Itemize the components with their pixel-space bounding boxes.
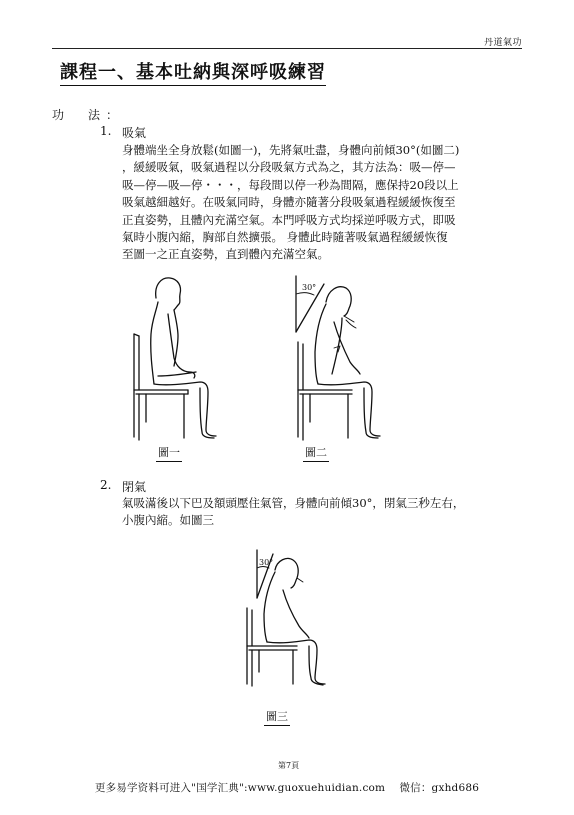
text-line: 氣吸滿後以下巴及額頭壓住氣管，身體向前傾30°，閉氣三秒左右， <box>122 496 465 510</box>
page-title: 課程一、基本吐納與深呼吸練習 <box>60 58 326 86</box>
section-1-paragraph <box>122 142 522 264</box>
section-1-number: 1. <box>100 124 112 138</box>
figure-1-illustration <box>118 272 228 442</box>
section-2-paragraph <box>122 495 522 530</box>
footer-text: 更多易学资料可进入"国学汇典":www.guoxuehuidian.com 微信：gxhd686 <box>94 782 480 794</box>
text-line: ，緩緩吸氣，吸氣過程以分段吸氣方式為之，其方法為：吸—停— <box>122 160 456 175</box>
figure-3-caption: 圖三 <box>264 708 290 726</box>
text-line: 小腹內縮。如圖三 <box>122 513 214 528</box>
angle-label: 30° <box>259 558 274 567</box>
figure-2-caption: 圖二 <box>303 444 329 462</box>
text-line: 吸—停—吸—停・・・，每段間以停一秒為間隔，應保持20段以上 <box>122 177 459 192</box>
text-line: 吸氣越細越好。在吸氣同時，身體亦隨著分段吸氣過程緩緩恢復至 <box>122 195 456 210</box>
section-1-heading: 吸氣 <box>122 126 147 140</box>
figure-2-illustration <box>282 272 392 442</box>
text-line: 身體端坐全身放鬆(如圖一)，先將氣吐盡，身體向前傾30°(如圖二) <box>122 143 460 157</box>
angle-label: 30° <box>302 283 317 292</box>
section-2-number: 2. <box>100 478 112 492</box>
figure-1-caption: 圖一 <box>156 444 182 462</box>
text-line: 氣時小腹內縮，胸部自然擴張。 身體此時隨著吸氣過程緩緩恢復 <box>122 230 448 245</box>
section-2-heading: 閉氣 <box>122 480 147 494</box>
text-line: 至圖一之正直姿勢，直到體內充滿空氣。 <box>122 247 329 262</box>
header-label: 丹道氣功 <box>483 38 522 48</box>
header-divider <box>52 48 522 49</box>
text-line: 正直姿勢，且體內充滿空氣。本門呼吸方式均採逆呼吸方式，即吸 <box>122 212 456 227</box>
figure-3-illustration <box>235 548 345 688</box>
method-label: 功 法： <box>52 108 125 122</box>
page-number: 第7頁 <box>278 761 300 770</box>
